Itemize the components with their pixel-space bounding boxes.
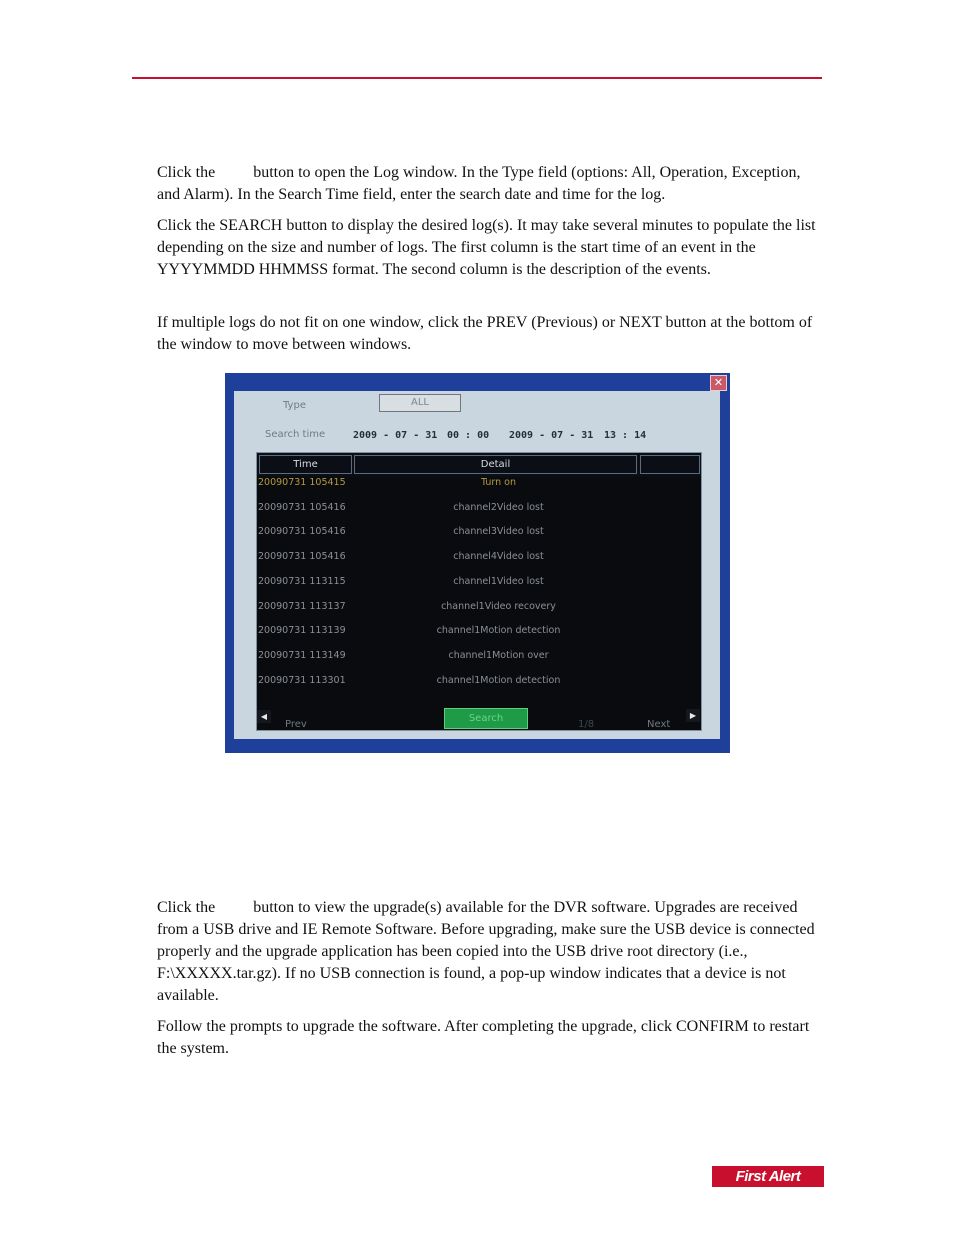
row-detail: channel3Video lost	[453, 526, 544, 537]
prev-next-paragraph: If multiple logs do not fit on one window, click the PREV (Previous) or NEXT button at the bottom of the window to move between windows.	[157, 314, 813, 353]
table-row[interactable]	[257, 471, 701, 495]
table-row[interactable]	[257, 545, 701, 569]
header-rule	[132, 77, 822, 79]
prev-button[interactable]: Prev	[285, 719, 307, 730]
table-row[interactable]	[257, 619, 701, 643]
first-alert-logo: First Alert	[712, 1166, 824, 1187]
row-detail: channel1Video recovery	[441, 601, 556, 612]
upgrade-paragraph	[157, 897, 825, 1007]
time-column-header: Time	[259, 455, 352, 474]
detail-column-header: Detail	[354, 455, 637, 474]
search-paragraph: Click the SEARCH button to display the desired log(s). It may take several minutes to populate the list depending on the size and number of logs. The first column is the start time of an event in the YYYYMMDD HHMMSS format. The second column is the description of the events.	[157, 217, 816, 278]
row-time: 20090731 113137	[258, 601, 346, 612]
table-row[interactable]	[257, 520, 701, 544]
row-detail: channel1Motion detection	[436, 675, 561, 686]
upgrade-paragraph-rest: button to view the upgrade(s) available for the DVR software. Upgrades are received from a USB drive and IE Remote Software. Before upgrading, make sure the USB device is connected properly and the upgrade application has been copied into the USB drive root directory (i.e., F:\XXXXX.tar.gz). If no USB connection is found, a pop-up window indicates that a device is not available.	[157, 899, 815, 1004]
table-row[interactable]	[257, 669, 701, 693]
row-detail: channel1Video lost	[453, 576, 544, 587]
log-window-screenshot	[225, 373, 730, 753]
row-time: 20090731 113301	[258, 675, 346, 686]
log-window-body	[234, 391, 720, 739]
end-date-field[interactable]: 2009 - 07 - 31	[509, 430, 594, 441]
row-time: 20090731 105416	[258, 526, 346, 537]
type-select[interactable]: ALL	[379, 394, 461, 412]
row-detail: Turn on	[481, 477, 516, 488]
end-time-field[interactable]: 13 : 14	[604, 430, 647, 441]
start-time-field[interactable]: 00 : 00	[447, 430, 490, 441]
row-time: 20090731 113149	[258, 650, 346, 661]
page-indicator: 1/8	[578, 719, 595, 730]
next-arrow-icon[interactable]: ▶	[686, 709, 700, 722]
search-button[interactable]: Search	[444, 708, 528, 729]
close-icon[interactable]: ✕	[710, 375, 727, 391]
table-row[interactable]	[257, 496, 701, 520]
table-row[interactable]	[257, 644, 701, 668]
confirm-paragraph: Follow the prompts to upgrade the software. After completing the upgrade, click CONFIRM to restart the system.	[157, 1018, 810, 1057]
table-row[interactable]	[257, 570, 701, 594]
upgrade-paragraph-start: Click the	[157, 899, 216, 916]
search-time-label: Search time	[265, 429, 326, 440]
type-label: Type	[283, 400, 306, 411]
start-date-field[interactable]: 2009 - 07 - 31	[353, 430, 438, 441]
log-paragraph-start: Click the	[157, 164, 216, 181]
row-time: 20090731 113139	[258, 625, 346, 636]
row-time: 20090731 105416	[258, 551, 346, 562]
log-paragraph	[157, 162, 825, 206]
row-time: 20090731 105416	[258, 502, 346, 513]
prev-arrow-icon[interactable]: ◀	[257, 710, 271, 723]
row-detail: channel2Video lost	[453, 502, 544, 513]
log-table	[256, 452, 702, 731]
row-time: 20090731 113115	[258, 576, 346, 587]
next-button[interactable]: Next	[647, 719, 671, 730]
log-paragraph-rest: button to open the Log window. In the Type field (options: All, Operation, Exception, and Alarm). In the Search Time field, enter the search date and time for the log.	[157, 164, 801, 203]
row-detail: channel1Motion detection	[436, 625, 561, 636]
table-row[interactable]	[257, 595, 701, 619]
row-detail: channel1Motion over	[448, 650, 549, 661]
row-detail: channel4Video lost	[453, 551, 544, 562]
row-time: 20090731 105415	[258, 477, 346, 488]
